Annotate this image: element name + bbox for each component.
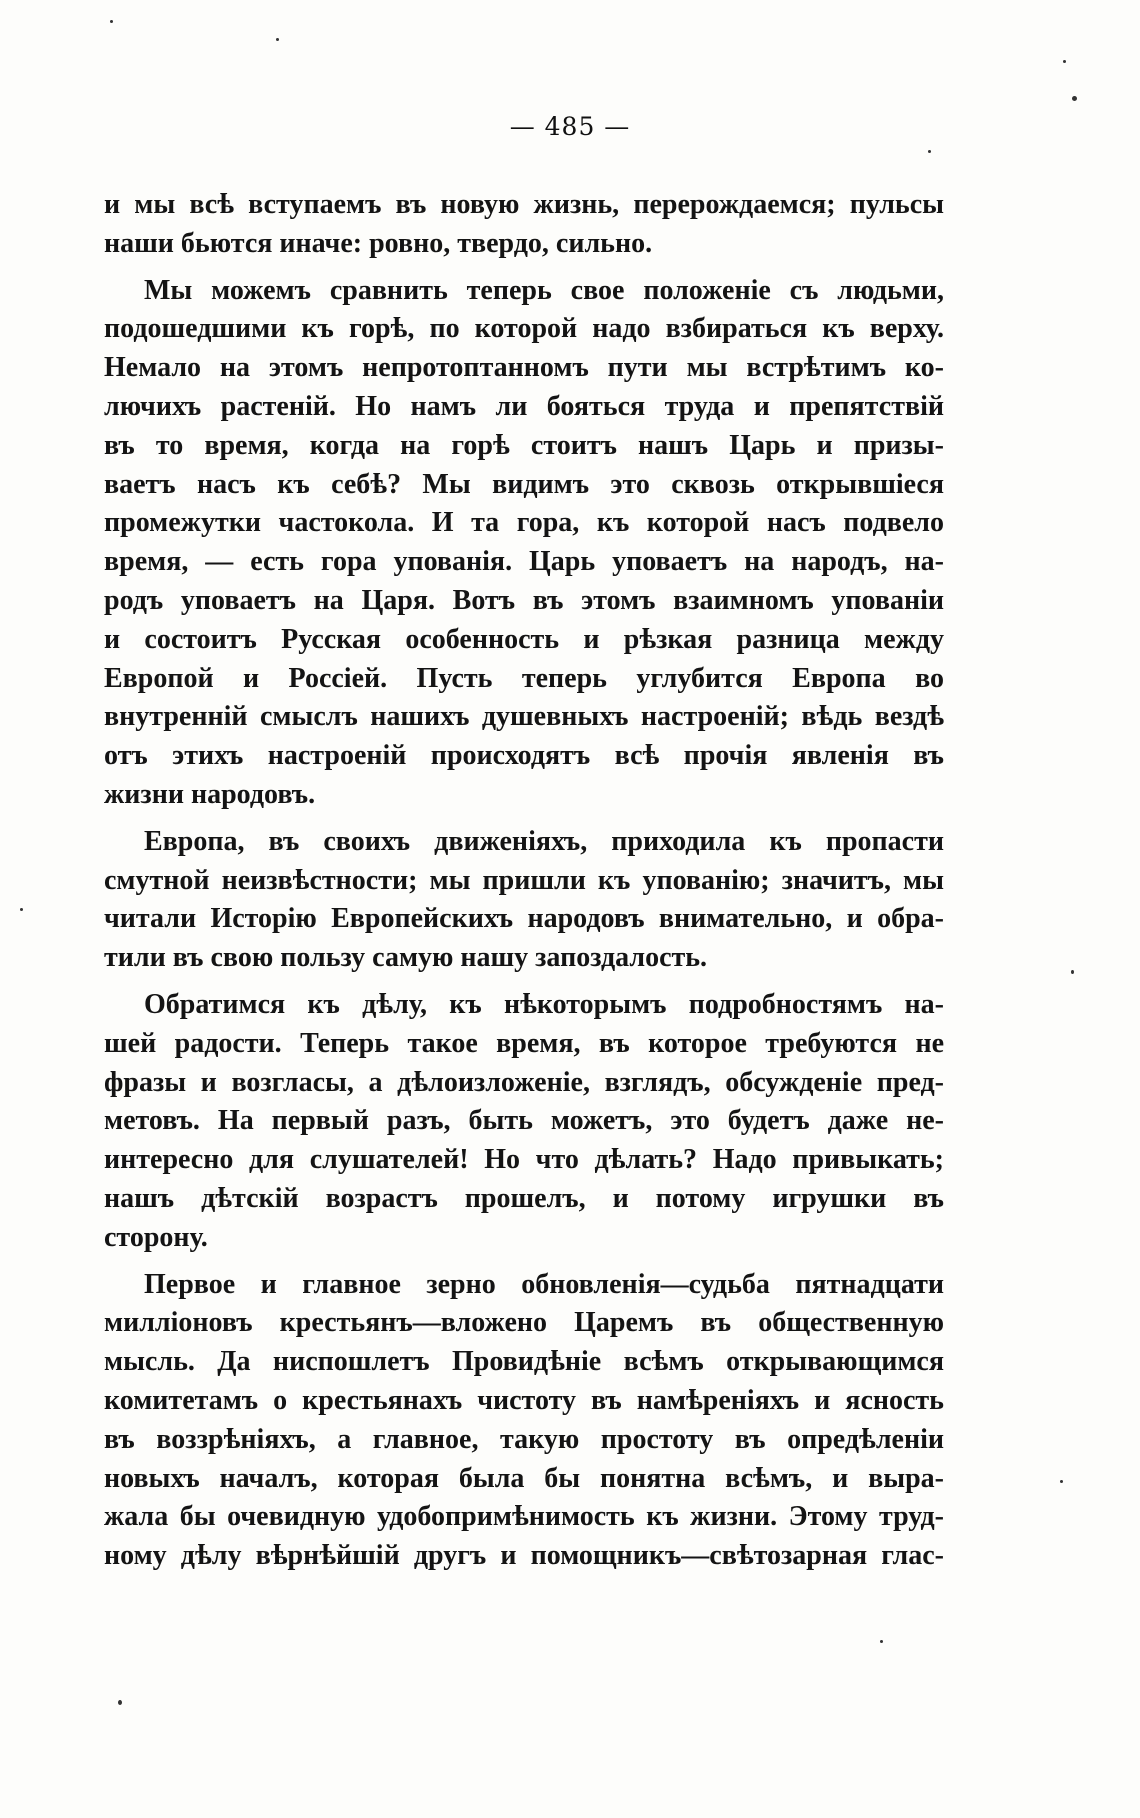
text-line: метовъ. На первый разъ, быть можетъ, это будетъ даже не- [104,1105,944,1137]
paragraph-5 [104,1266,944,1576]
text-line: шей радости. Теперь такое время, въ которое требуются не [104,1027,944,1059]
paragraph-3 [104,823,944,978]
text-line: Обратимся къ дѣлу, къ нѣкоторымъ подробностямъ на- [144,988,944,1020]
text-line: и мы всѣ вступаемъ въ новую жизнь, перерождаемся; пульсы [104,189,944,220]
text-line: наши бьются иначе: ровно, твердо, сильно. [104,227,653,259]
text-line: промежутки частокола. И та гора, къ которой насъ подвело [104,507,944,539]
text-line: время, — есть гора упованія. Царь уповаетъ на народъ, на- [104,546,944,578]
scan-speck [880,1640,883,1643]
scan-speck [118,1700,122,1705]
text-line: въ воззрѣніяхъ, а главное, такую простоту въ опредѣленіи [104,1423,944,1455]
text-line: милліоновъ крестьянъ—вложено Царемъ въ общественную [104,1307,944,1339]
scan-speck [1060,1480,1063,1483]
paragraph-2 [104,272,944,815]
text-line: ному дѣлу вѣрнѣйшій другъ и помощникъ—свѣтозарная глас- [104,1540,944,1572]
text-line: сторону. [104,1221,208,1253]
text-line: жала бы очевидную удобопримѣнимость къ жизни. Этому труд- [104,1501,944,1533]
text-line: лючихъ растеній. Но намъ ли бояться труда и препятствій [104,390,944,422]
text-line: смутной неизвѣстности; мы пришли къ упованію; значитъ, мы [104,864,944,896]
text-line: мысль. Да ниспошлетъ Провидѣніе всѣмъ открывающимся [104,1346,944,1378]
scan-speck [1071,970,1074,974]
page-number: — 485 — [509,112,631,141]
paragraph-4 [104,986,944,1258]
text-line: подошедшими къ горѣ, по которой надо взбираться къ верху. [104,313,944,345]
text-line: отъ этихъ настроеній происходятъ всѣ прочія явленія въ [104,740,944,772]
text-line: новыхъ началъ, которая была бы понятна всѣмъ, и выра- [104,1462,944,1494]
text-line: родъ уповаетъ на Царя. Вотъ въ этомъ взаимномъ упованіи [104,584,944,616]
text-line: интересно для слушателей! Но что дѣлать? Надо привыкать; [104,1144,944,1176]
text-line: нашъ дѣтскій возрастъ прошелъ, и потому игрушки въ [104,1182,944,1214]
text-line: читали Исторію Европейскихъ народовъ внимательно, и обра- [104,903,944,935]
text-line: фразы и возгласы, а дѣлоизложеніе, взглядъ, обсужденіе пред- [104,1066,944,1098]
scan-speck [1072,96,1077,101]
scan-speck [20,908,23,911]
scan-speck [110,20,113,23]
text-line: Мы можемъ сравнить теперь свое положеніе съ людьми, [144,274,944,306]
text-line: жизни народовъ. [104,778,316,810]
text-line: Немало на этомъ непротоптанномъ пути мы встрѣтимъ ко- [104,352,944,384]
scan-speck [276,38,279,41]
text-line: и состоитъ Русская особенность и рѣзкая разница между [104,623,944,655]
scan-speck [928,150,931,153]
text-line: ваетъ насъ къ себѣ? Мы видимъ это сквозь открывшіеся [104,468,944,500]
paragraph-1 [104,186,944,264]
text-line: въ то время, когда на горѣ стоитъ нашъ Царь и призы- [104,429,944,461]
text-line: Европой и Россіей. Пусть теперь углубится Европа во [104,662,944,694]
text-line: тили въ свою пользу самую нашу запоздалость. [104,942,708,974]
body-text [104,186,944,1584]
text-line: внутренній смыслъ нашихъ душевныхъ настроеній; вѣдь вездѣ [104,701,944,733]
scan-speck [1063,60,1066,63]
text-line: Европа, въ своихъ движеніяхъ, приходила къ пропасти [144,825,944,857]
text-line: комитетамъ о крестьянахъ чистоту въ намѣреніяхъ и ясность [104,1384,944,1416]
text-line: Первое и главное зерно обновленія—судьба пятнадцати [144,1268,944,1300]
